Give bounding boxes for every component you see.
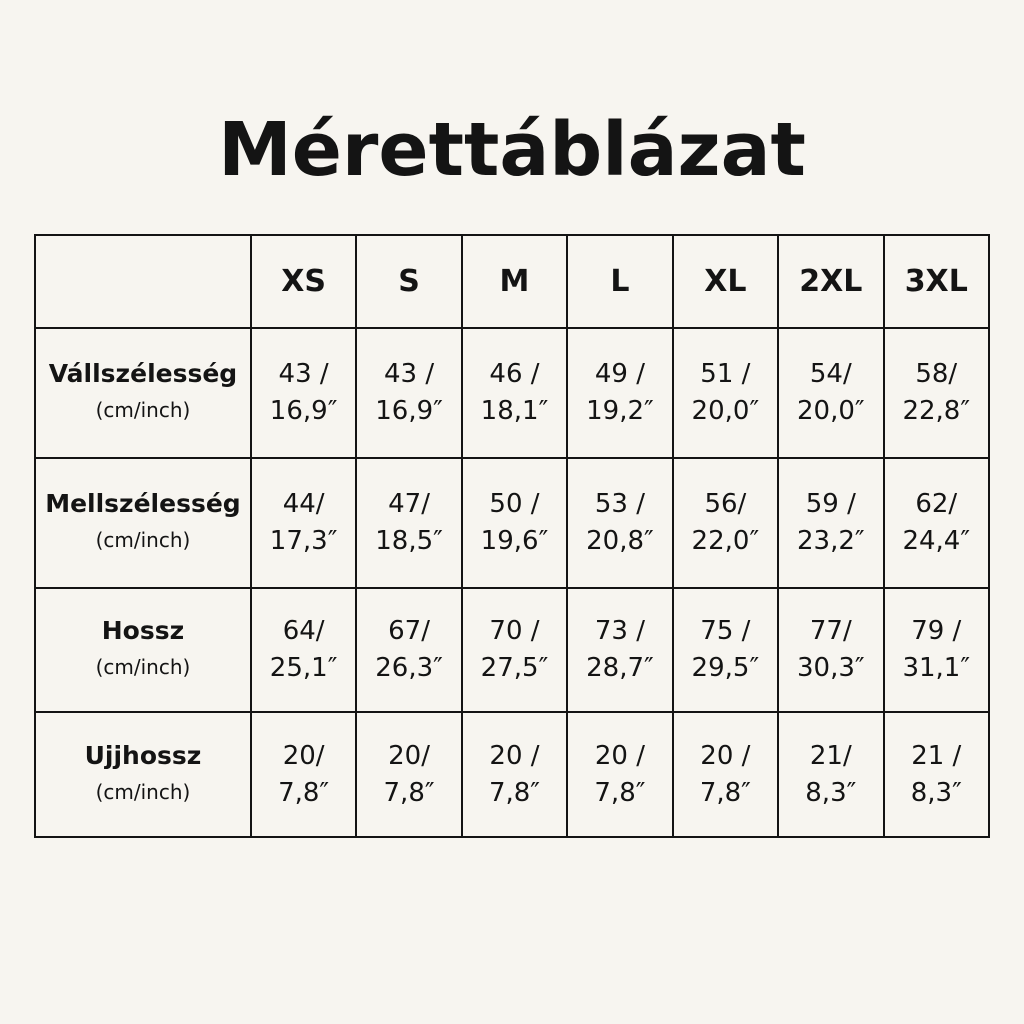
row-unit: (cm/inch) bbox=[95, 655, 191, 679]
size-header: XS bbox=[251, 235, 356, 328]
inch-value: 8,3″ bbox=[910, 777, 962, 808]
measurement-cell bbox=[251, 712, 356, 837]
cm-value: 70 / bbox=[489, 616, 540, 646]
page-title: Mérettáblázat bbox=[218, 107, 806, 193]
cm-value: 47/ bbox=[388, 489, 430, 519]
cm-value: 43 / bbox=[278, 359, 329, 389]
row-label: Ujjhossz bbox=[84, 740, 202, 770]
inch-value: 19,2″ bbox=[586, 396, 654, 426]
cm-value: 43 / bbox=[383, 359, 435, 389]
measurement-cell bbox=[884, 712, 989, 837]
inch-value: 19,6″ bbox=[480, 526, 549, 556]
inch-value: 31,1″ bbox=[902, 653, 971, 683]
size-header: L bbox=[567, 235, 672, 328]
table-row bbox=[35, 328, 989, 458]
inch-value: 17,3″ bbox=[269, 526, 338, 556]
row-unit: (cm/inch) bbox=[95, 779, 191, 804]
cm-value: 20 / bbox=[700, 740, 751, 771]
cm-value: 20 / bbox=[594, 740, 645, 771]
cm-value: 20/ bbox=[282, 740, 325, 771]
inch-value: 20,0″ bbox=[691, 396, 760, 426]
table-body bbox=[35, 235, 989, 837]
measurement-cell bbox=[462, 328, 567, 458]
measurement-cell bbox=[356, 588, 461, 712]
cm-value: 58/ bbox=[915, 359, 958, 389]
row-header-cell bbox=[35, 458, 251, 588]
header-row bbox=[35, 235, 989, 328]
inch-value: 25,1″ bbox=[269, 653, 338, 683]
size-header: XL bbox=[673, 235, 778, 328]
row-header-cell bbox=[35, 712, 251, 837]
cm-value: 51 / bbox=[700, 359, 751, 389]
inch-value: 27,5″ bbox=[480, 653, 549, 683]
cm-value: 64/ bbox=[282, 616, 325, 646]
inch-value: 7,8″ bbox=[278, 777, 330, 808]
cm-value: 75 / bbox=[700, 616, 751, 646]
cm-value: 77/ bbox=[809, 616, 852, 646]
corner-cell bbox=[35, 235, 251, 328]
measurement-cell bbox=[884, 458, 989, 588]
inch-value: 23,2″ bbox=[796, 526, 865, 556]
inch-value: 22,0″ bbox=[691, 526, 760, 556]
cm-value: 21 / bbox=[911, 740, 962, 771]
cm-value: 73 / bbox=[594, 616, 645, 646]
row-header-cell bbox=[35, 328, 251, 458]
measurement-cell bbox=[251, 588, 356, 712]
cm-value: 62/ bbox=[915, 489, 958, 519]
measurement-cell bbox=[778, 458, 883, 588]
inch-value: 29,5″ bbox=[691, 653, 760, 683]
table-row bbox=[35, 712, 989, 837]
cm-value: 56/ bbox=[704, 489, 747, 519]
measurement-cell bbox=[462, 712, 567, 837]
inch-value: 16,9″ bbox=[269, 396, 338, 426]
inch-value: 20,0″ bbox=[796, 396, 865, 426]
inch-value: 24,4″ bbox=[902, 526, 971, 556]
inch-value: 20,8″ bbox=[586, 526, 654, 556]
measurement-cell bbox=[251, 328, 356, 458]
measurement-cell bbox=[567, 712, 672, 837]
inch-value: 16,9″ bbox=[375, 396, 443, 426]
inch-value: 28,7″ bbox=[586, 653, 654, 683]
measurement-cell bbox=[356, 328, 461, 458]
inch-value: 18,5″ bbox=[375, 526, 443, 556]
cm-value: 79 / bbox=[911, 616, 962, 646]
inch-value: 18,1″ bbox=[480, 396, 549, 426]
cm-value: 21/ bbox=[809, 740, 852, 771]
measurement-cell bbox=[567, 458, 672, 588]
inch-value: 7,8″ bbox=[488, 777, 541, 808]
inch-value: 8,3″ bbox=[805, 777, 857, 808]
cm-value: 46 / bbox=[489, 359, 540, 389]
row-label: Mellszélesség bbox=[45, 489, 241, 518]
measurement-cell bbox=[462, 458, 567, 588]
measurement-cell bbox=[884, 588, 989, 712]
cm-value: 54/ bbox=[809, 359, 852, 389]
inch-value: 22,8″ bbox=[902, 396, 971, 426]
size-header: 3XL bbox=[884, 235, 989, 328]
measurement-cell bbox=[462, 588, 567, 712]
cm-value: 44/ bbox=[282, 489, 325, 519]
cm-value: 20 / bbox=[489, 740, 540, 771]
cm-value: 20/ bbox=[388, 740, 430, 771]
cm-value: 53 / bbox=[594, 489, 645, 519]
measurement-cell bbox=[778, 712, 883, 837]
row-header-cell bbox=[35, 588, 251, 712]
table-row bbox=[35, 458, 989, 588]
measurement-cell bbox=[356, 458, 461, 588]
size-header: 2XL bbox=[778, 235, 883, 328]
cm-value: 49 / bbox=[594, 359, 645, 389]
row-label: Hossz bbox=[101, 616, 185, 645]
size-header: S bbox=[356, 235, 461, 328]
cm-value: 59 / bbox=[805, 489, 856, 519]
cm-value: 67/ bbox=[388, 616, 430, 646]
measurement-cell bbox=[778, 328, 883, 458]
cm-value: 50 / bbox=[489, 489, 540, 519]
measurement-cell bbox=[567, 328, 672, 458]
measurement-cell bbox=[673, 588, 778, 712]
measurement-cell bbox=[673, 712, 778, 837]
measurement-cell bbox=[884, 328, 989, 458]
size-header: M bbox=[462, 235, 567, 328]
measurement-cell bbox=[673, 328, 778, 458]
row-unit: (cm/inch) bbox=[95, 398, 191, 422]
measurement-cell bbox=[251, 458, 356, 588]
row-label: Vállszélesség bbox=[48, 359, 238, 388]
row-unit: (cm/inch) bbox=[95, 528, 191, 552]
inch-value: 26,3″ bbox=[375, 653, 443, 683]
measurement-cell bbox=[778, 588, 883, 712]
size-chart-table bbox=[34, 234, 990, 838]
measurement-cell bbox=[356, 712, 461, 837]
inch-value: 7,8″ bbox=[594, 777, 646, 808]
inch-value: 7,8″ bbox=[383, 777, 435, 808]
inch-value: 7,8″ bbox=[699, 777, 751, 808]
measurement-cell bbox=[567, 588, 672, 712]
measurement-cell bbox=[673, 458, 778, 588]
table-row bbox=[35, 588, 989, 712]
inch-value: 30,3″ bbox=[796, 653, 865, 683]
